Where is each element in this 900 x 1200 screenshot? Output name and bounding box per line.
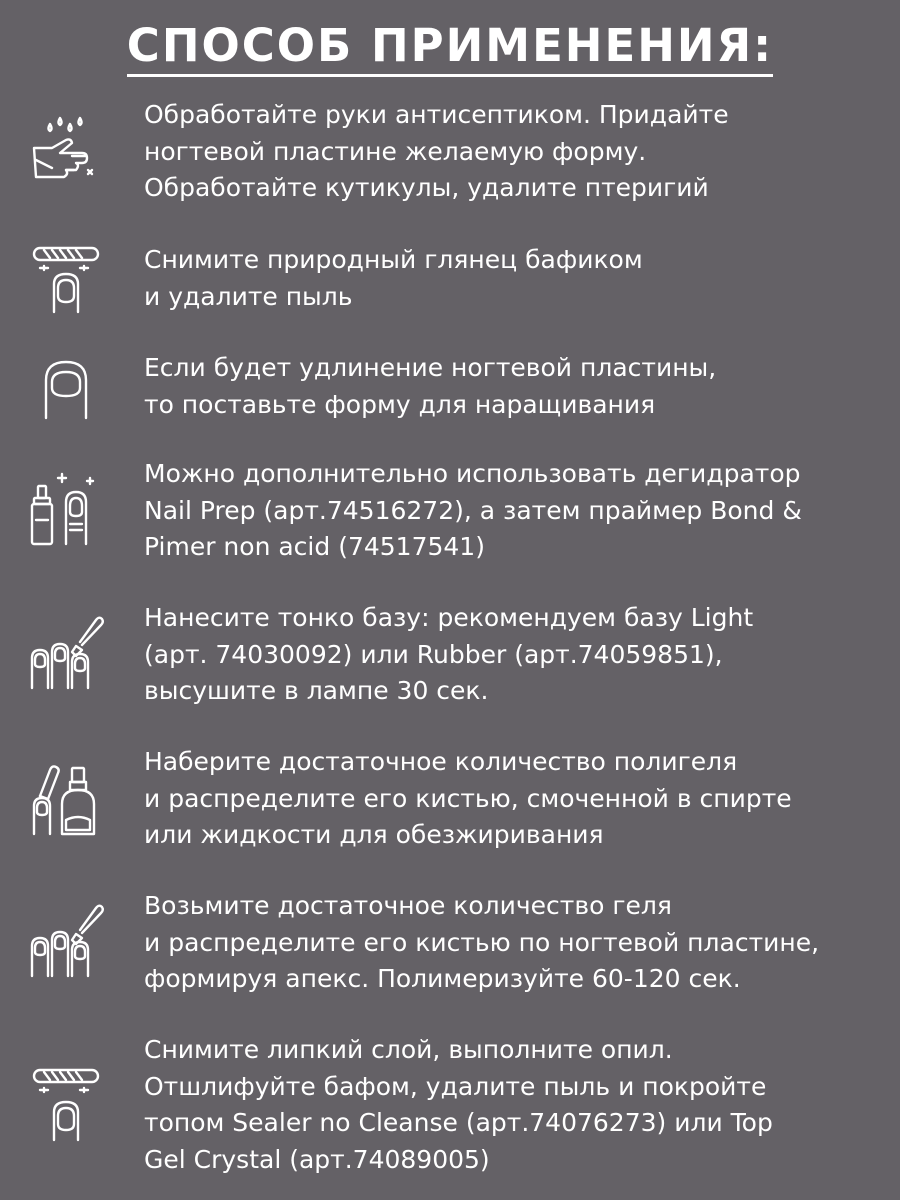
gel-brush-nails-icon	[26, 898, 106, 978]
brush-nails-icon	[26, 610, 106, 690]
hand-wash-icon	[26, 112, 106, 192]
step-2	[0, 242, 900, 362]
step-7	[0, 888, 900, 1008]
nail-buffer-icon	[26, 242, 106, 322]
step-text: Снимите природный глянец бафиком и удалите пыль	[144, 245, 643, 311]
step-1	[0, 97, 900, 217]
step-text: Нанесите тонко базу: рекомендуем базу Light (арт. 74030092) или Rubber (арт.74059851), высушите в лампе 30 сек.	[144, 603, 754, 705]
polygel-bottle-icon	[26, 756, 106, 836]
step-4	[0, 456, 900, 576]
nail-file-icon	[26, 1064, 106, 1144]
step-5	[0, 600, 900, 720]
step-8	[0, 1032, 900, 1174]
step-text: Можно дополнительно использовать дегидратор Nail Prep (арт.74516272), а затем праймер Bond & Pimer non acid (74517541)	[144, 459, 802, 561]
page-title: СПОСОБ ПРИМЕНЕНИЯ:	[0, 14, 900, 78]
step-3	[0, 350, 900, 470]
nail-form-icon	[26, 352, 106, 432]
step-text: Если будет удлинение ногтевой пластины, то поставьте форму для наращивания	[144, 353, 717, 419]
primer-bottle-icon	[26, 468, 106, 548]
step-text: Обработайте руки антисептиком. Придайте ногтевой пластине желаемую форму. Обработайте кутикулы, удалите птеригий	[144, 100, 729, 202]
step-text: Наберите достаточное количество полигеля и распределите его кистью, смоченной в спирте или жидкости для обезжиривания	[144, 747, 792, 849]
step-text: Возьмите достаточное количество геля и распределите его кистью по ногтевой пластине, формируя апекс. Полимеризуйте 60-120 сек.	[144, 891, 820, 993]
step-6	[0, 744, 900, 864]
step-text: Снимите липкий слой, выполните опил. Отшлифуйте бафом, удалите пыль и покройте топом Sealer no Cleanse (арт.74076273) или Top Gel Crystal (арт.74089005)	[144, 1035, 773, 1174]
